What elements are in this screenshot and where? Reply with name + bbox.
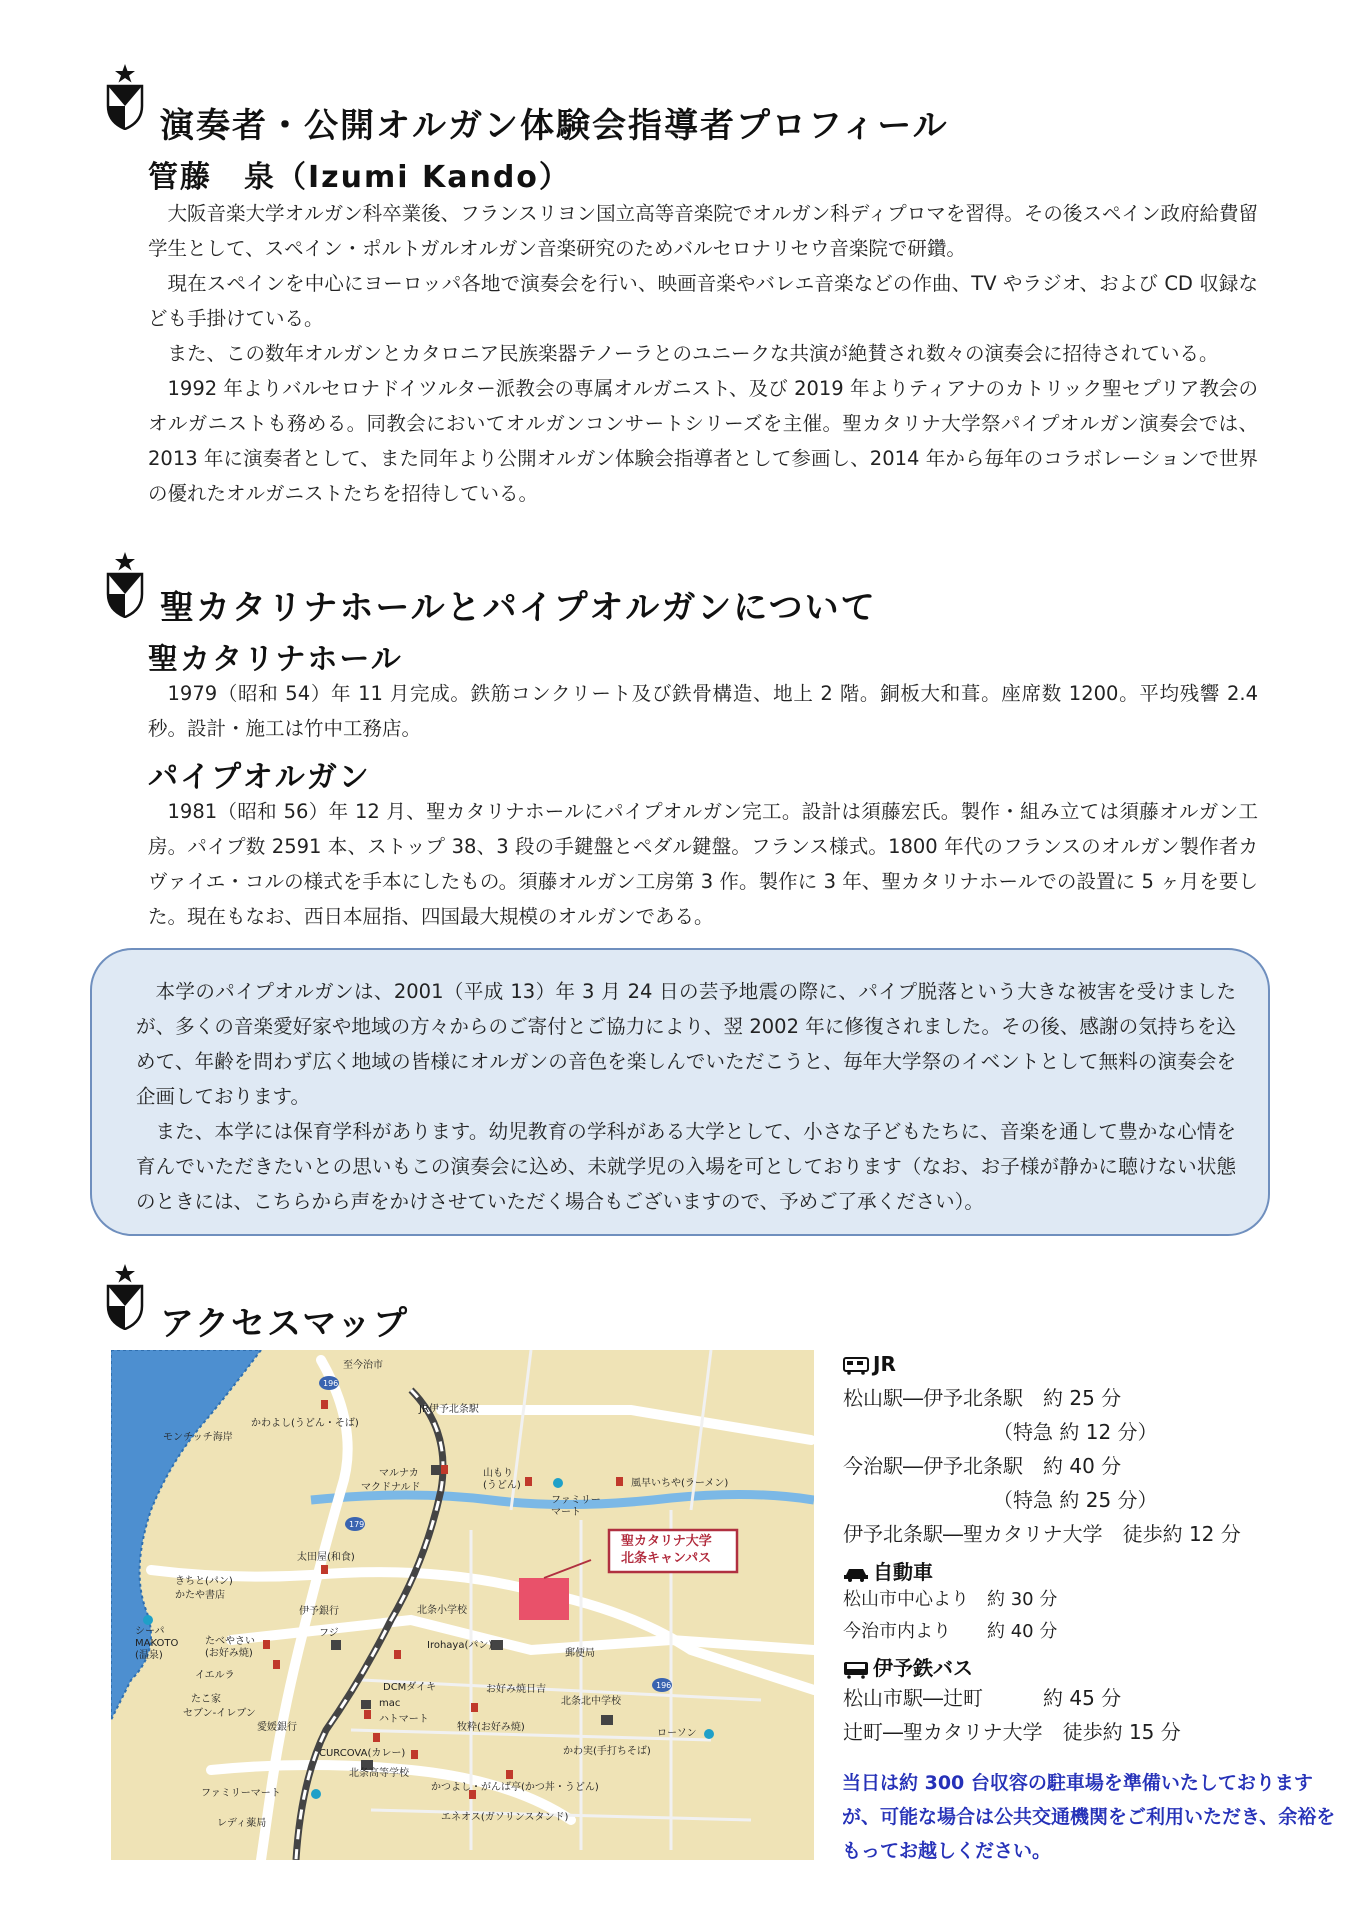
route-line: 松山駅―伊予北条駅 約 25 分 <box>843 1386 1122 1410</box>
profile-paragraph: 1992 年よりバルセロナドイツルター派教会の専属オルガニスト、及び 2019 年よりティアナのカトリック聖セプリア教会のオルガニストも務める。同教会においてオルガンコンサートシリーズを主催。聖カタリナ大学祭パイプオルガン演奏会では、2013 年に演奏者として、また同年より公開オルガン体験会指導者として参画し、2014 年から毎年のコラボレーションで世界の優れたオルガニストたちを招待している。 <box>148 377 1258 505</box>
map-label: ハトマート <box>379 1714 429 1725</box>
map-label: かわよし(うどん・そば) <box>251 1418 359 1429</box>
map-label: ファミリーマート <box>201 1788 281 1799</box>
map-label: かつよし・がんば亭(かつ丼・うどん) <box>431 1782 599 1793</box>
map-label: お好み焼日吉 <box>486 1684 546 1695</box>
organ-text <box>148 794 1258 934</box>
hall-text <box>148 676 1258 746</box>
section-title-profile: 演奏者・公開オルガン体験会指導者プロフィール <box>160 106 949 146</box>
map-label: 太田屋(和食) <box>297 1552 355 1563</box>
route-shield-label: 196 <box>323 1379 339 1388</box>
map-label: フジ <box>319 1628 339 1639</box>
map-label: きちと(パン) <box>175 1576 233 1587</box>
map-label: 北条高等学校 <box>349 1768 409 1779</box>
bus-heading-label: 伊予鉄バス <box>873 1656 973 1680</box>
car-heading-label: 自動車 <box>873 1560 933 1584</box>
crest-icon <box>104 62 146 130</box>
profile-text <box>148 196 1258 511</box>
profile-paragraph: 現在スペインを中心にヨーロッパ各地で演奏会を行い、映画音楽やバレエ音楽などの作曲、TV やラジオ、および CD 収録なども手掛けている。 <box>148 272 1258 330</box>
map-label: かわ実(手打ちそば) <box>563 1746 651 1757</box>
organ-paragraph: 1981（昭和 56）年 12 月、聖カタリナホールにパイプオルガン完工。設計は須藤宏氏。製作・組み立ては須藤オルガン工房。パイプ数 2591 本、ストップ 38、3 段の手鍵盤とペダル鍵盤。フランス様式。1800 年代のフランスのオルガン製作者カヴァイエ・コルの様式を手本にしたもの。須藤オルガン工房第 3 作。製作に 3 年、聖カタリナホールでの設置に 5 ヶ月を要した。現在もなお、西日本屈指、四国最大規模のオルガンである。 <box>148 800 1258 928</box>
map-label: 北条小学校 <box>417 1605 467 1616</box>
performer-name: 管藤 泉（Izumi Kando） <box>148 160 571 195</box>
map-label: ファミリー マート <box>551 1495 601 1518</box>
map-label: エネオス(ガソリンスタンド) <box>441 1812 569 1823</box>
map-label: 北条北中学校 <box>561 1696 621 1707</box>
map-label: JR伊予北条駅 <box>419 1404 479 1415</box>
profile-paragraph: 大阪音楽大学オルガン科卒業後、フランスリヨン国立高等音楽院でオルガン科ディプロマを習得。その後スペイン政府給費留学生として、スペイン・ポルトガルオルガン音楽研究のためバルセロナリセウ音楽院で研鑽。 <box>148 202 1258 260</box>
route-line: （特急 約 12 分） <box>843 1420 1158 1444</box>
route-shield-label: 196 <box>656 1681 672 1690</box>
bus-routes <box>843 1681 1181 1749</box>
jr-heading-label: JR <box>873 1352 896 1376</box>
route-line: 伊予北条駅―聖カタリナ大学 徒歩約 12 分 <box>843 1522 1241 1546</box>
train-icon <box>843 1357 869 1375</box>
map-label: ローソン <box>657 1728 697 1739</box>
campus-label: 北条キャンパス <box>621 1551 712 1566</box>
map-label: 牧粋(お好み焼) <box>457 1722 525 1733</box>
section-title-hall: 聖カタリナホールとパイプオルガンについて <box>160 588 877 628</box>
crest-icon <box>104 1262 146 1330</box>
map-label: DCMダイキ <box>383 1682 437 1693</box>
route-line: 松山市駅―辻町 約 45 分 <box>843 1686 1122 1710</box>
hall-subtitle: 聖カタリナホール <box>148 642 403 677</box>
route-line: （特急 約 25 分） <box>843 1488 1158 1512</box>
map-label: 風早いちや(ラーメン) <box>631 1478 729 1489</box>
section-title-access: アクセスマップ <box>160 1304 409 1344</box>
map-label: mac <box>379 1698 401 1709</box>
notice-paragraph: また、本学には保育学科があります。幼児教育の学科がある大学として、小さな子どもたちに、音楽を通して豊かな心情を育んでいただきたいとの思いもこの演奏会に込め、未就学児の入場を可としております（なお、お子様が静かに聴けない状態のときには、こちらから声をかけさせていただく場合もございますので、予めご了承ください）。 <box>136 1120 1236 1213</box>
map-label: マクドナルド <box>361 1482 421 1493</box>
map-label: Irohaya(パン) <box>427 1640 493 1651</box>
route-line: 松山市中心より 約 30 分 <box>843 1589 1058 1610</box>
notice-paragraph: 本学のパイプオルガンは、2001（平成 13）年 3 月 24 日の芸予地震の際に、パイプ脱落という大きな被害を受けましたが、多くの音楽愛好家や地域の方々からのご寄付とご協力により、翌 2002 年に修復されました。その後、感謝の気持ちを込めて、年齢を問わず広く地域の皆様にオルガンの音色を楽しんでいただこうと、毎年大学祭のイベントとして無料の演奏会を企画しております。 <box>136 980 1236 1108</box>
map-label: たべやさい (お好み焼) <box>205 1636 255 1659</box>
map-label: セブン-イレブン <box>183 1708 256 1719</box>
bus-icon <box>843 1661 869 1679</box>
organ-subtitle: パイプオルガン <box>148 760 371 795</box>
map-label: 愛媛銀行 <box>257 1722 297 1733</box>
map-label: モンチッチ海岸 <box>163 1432 233 1443</box>
map-label: かたや書店 <box>175 1590 225 1601</box>
map-label: イエルラ <box>195 1670 235 1681</box>
hall-paragraph: 1979（昭和 54）年 11 月完成。鉄筋コンクリート及び鉄骨構造、地上 2 階。銅板大和葺。座席数 1200。平均残響 2.4 秒。設計・施工は竹中工務店。 <box>148 682 1258 740</box>
map-label: レディ薬局 <box>217 1818 267 1829</box>
notice-text <box>136 974 1236 1219</box>
map-label: 山もり (うどん) <box>483 1468 521 1491</box>
jr-heading <box>843 1352 896 1376</box>
crest-icon <box>104 550 146 618</box>
map-label: シーパ MAKOTO (温泉) <box>135 1626 179 1661</box>
jr-routes <box>843 1381 1241 1551</box>
car-heading <box>843 1556 933 1585</box>
notice-box <box>90 948 1270 1236</box>
route-shield-label: 179 <box>349 1520 365 1529</box>
map-label: マルナカ <box>379 1468 419 1479</box>
route-line: 今治駅―伊予北条駅 約 40 分 <box>843 1454 1122 1478</box>
bus-heading <box>843 1652 973 1681</box>
access-map <box>111 1350 814 1860</box>
parking-note: 当日は約 300 台収容の駐車場を準備いたしておりますが、可能な場合は公共交通機関をご利用いただき、余裕をもってお越しください。 <box>842 1772 1336 1862</box>
route-line: 辻町―聖カタリナ大学 徒歩約 15 分 <box>843 1720 1181 1744</box>
profile-paragraph: また、この数年オルガンとカタロニア民族楽器テノーラとのユニークな共演が絶賛され数々の演奏会に招待されている。 <box>167 342 1219 365</box>
car-routes <box>843 1584 1057 1648</box>
map-label: 伊予銀行 <box>299 1606 339 1617</box>
map-label: CURCOVA(カレー) <box>319 1748 406 1759</box>
map-label: 至今治市 <box>343 1360 383 1371</box>
map-label: 郵便局 <box>565 1648 595 1659</box>
map-label: たこ家 <box>191 1694 221 1705</box>
car-icon <box>843 1566 869 1582</box>
route-line: 今治市内より 約 40 分 <box>843 1621 1058 1642</box>
campus-label: 聖カタリナ大学 <box>621 1534 712 1549</box>
